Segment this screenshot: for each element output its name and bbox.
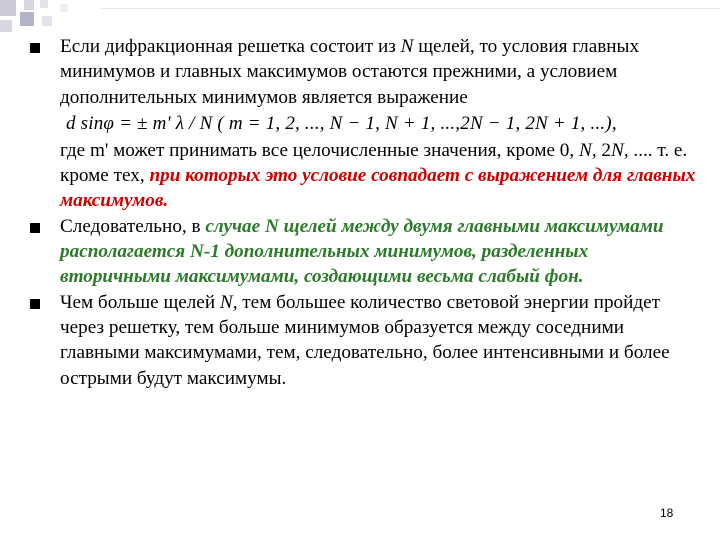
paragraph-text: тем большее количество световой энергии пройдет через решетку, тем больше минимумов образуется между соседними главными максимумами, тем, следовательно, более интенсивными и более острыми будут максимумы.	[60, 291, 670, 389]
paragraph-text: где m' может принимать все целочисленные значения, кроме 0,	[60, 139, 579, 161]
symbol-N: N,	[219, 291, 238, 313]
checker-pattern-decoration	[0, 0, 720, 32]
highlighted-green-phrase: случае N щелей между двумя главными максимумами располагается N-1 дополнительных минимумов, разделенных вторичными максимумами, создающими весьма слабый фон.	[60, 215, 664, 288]
bullet-paragraph-1	[60, 34, 700, 214]
paragraph-text: щелей, то условия главных минимумов и главных максимумов остаются прежними, а условием дополнительных минимумов является выражение	[60, 36, 640, 108]
square-bullet-icon	[30, 223, 40, 233]
paragraph-text: , 2	[591, 139, 611, 161]
symbol-N: N	[579, 139, 592, 161]
paragraph-text: Если дифракционная решетка состоит из	[60, 36, 401, 57]
diffraction-formula: d sinφ = ± m' λ / N ( m = 1, 2, ..., N − 1, N + 1, ...,2N − 1, 2N + 1, ...),	[66, 112, 617, 134]
bullet-paragraph-3	[60, 290, 700, 391]
header-decoration	[0, 0, 720, 32]
paragraph-text: , .... т. е. кроме тех,	[60, 139, 688, 187]
page-number: 18	[660, 506, 674, 520]
square-bullet-icon	[30, 43, 40, 53]
symbol-N: N	[611, 139, 624, 161]
paragraph-text: Чем больше щелей	[60, 291, 220, 313]
slide-content	[60, 34, 700, 391]
square-bullet-icon	[30, 299, 40, 309]
highlighted-red-phrase: при которых это условие совпадает с выражением для главных максимумов.	[60, 165, 696, 212]
bullet-paragraph-2	[60, 214, 700, 290]
paragraph-text: Следовательно, в	[60, 215, 206, 237]
symbol-N: N	[400, 36, 414, 57]
